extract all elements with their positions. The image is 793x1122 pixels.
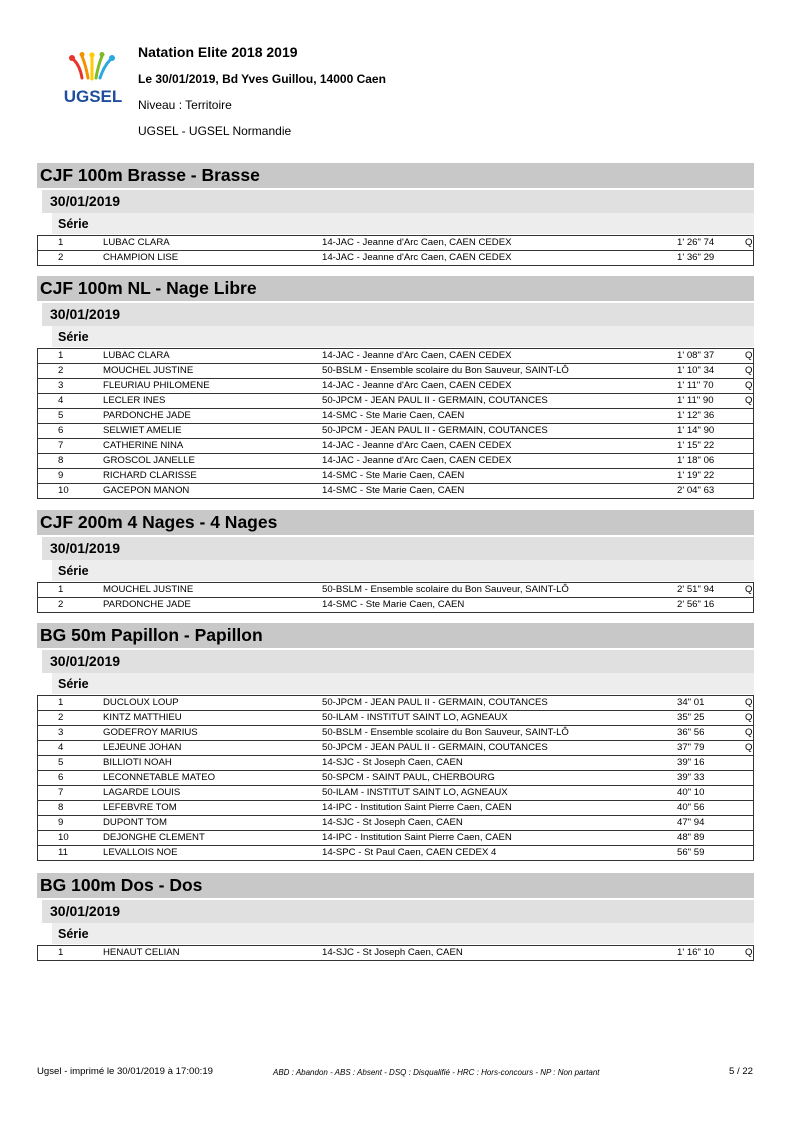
result-rank: 4 xyxy=(58,742,64,753)
result-time: 1' 12" 36 xyxy=(677,410,715,421)
results-table xyxy=(37,348,754,499)
swimmer-name: FLEURIAU PHILOMENE xyxy=(103,380,210,391)
footer-page-number: 5 / 22 xyxy=(728,1066,753,1077)
swimmer-name: DUPONT TOM xyxy=(103,817,167,828)
result-time: 47" 94 xyxy=(677,817,705,828)
club-name: 14-JAC - Jeanne d'Arc Caen, CAEN CEDEX xyxy=(322,455,512,466)
club-name: 14-SJC - St Joseph Caen, CAEN xyxy=(322,817,463,828)
club-name: 14-IPC - Institution Saint Pierre Caen, CAEN xyxy=(322,802,512,813)
table-row xyxy=(38,756,753,771)
result-time: 1' 11" 90 xyxy=(677,395,714,406)
footer-printed: Ugsel - imprimé le 30/01/2019 à 17:00:19 xyxy=(37,1066,213,1077)
event-date: 30/01/2019 xyxy=(42,303,754,326)
ugsel-logo xyxy=(60,52,126,108)
event-serie-label: Série xyxy=(52,560,754,581)
result-time: 1' 15" 22 xyxy=(677,440,715,451)
club-name: 14-JAC - Jeanne d'Arc Caen, CAEN CEDEX xyxy=(322,252,512,263)
result-time: 1' 26" 74 xyxy=(677,237,715,248)
qualified-flag: Q xyxy=(745,727,753,738)
result-time: 2' 56" 16 xyxy=(677,599,715,610)
event-section xyxy=(37,510,754,613)
table-row xyxy=(38,696,753,711)
qualified-flag: Q xyxy=(745,380,753,391)
table-row xyxy=(38,409,753,424)
table-row xyxy=(38,484,753,499)
table-row xyxy=(38,711,753,726)
club-name: 14-IPC - Institution Saint Pierre Caen, CAEN xyxy=(322,832,512,843)
result-time: 48" 89 xyxy=(677,832,705,843)
club-name: 14-SMC - Ste Marie Caen, CAEN xyxy=(322,470,465,481)
club-name: 50-JPCM - JEAN PAUL II - GERMAIN, COUTANCES xyxy=(322,742,548,753)
result-rank: 1 xyxy=(58,350,64,361)
club-name: 50-JPCM - JEAN PAUL II - GERMAIN, COUTANCES xyxy=(322,697,548,708)
swimmer-name: SELWIET AMELIE xyxy=(103,425,182,436)
competition-location: Le 30/01/2019, Bd Yves Guillou, 14000 Caen xyxy=(138,72,386,86)
swimmer-name: KINTZ MATTHIEU xyxy=(103,712,182,723)
qualified-flag: Q xyxy=(745,712,753,723)
qualified-flag: Q xyxy=(745,395,753,406)
result-rank: 11 xyxy=(58,847,68,858)
club-name: 14-SMC - Ste Marie Caen, CAEN xyxy=(322,410,465,421)
swimmer-name: LEJEUNE JOHAN xyxy=(103,742,182,753)
result-time: 1' 11" 70 xyxy=(677,380,714,391)
event-title: CJF 100m Brasse - Brasse xyxy=(37,163,754,188)
result-time: 1' 36" 29 xyxy=(677,252,715,263)
table-row xyxy=(38,439,753,454)
event-date: 30/01/2019 xyxy=(42,537,754,560)
result-rank: 2 xyxy=(58,712,64,723)
club-name: 14-JAC - Jeanne d'Arc Caen, CAEN CEDEX xyxy=(322,350,512,361)
result-rank: 1 xyxy=(58,584,64,595)
result-rank: 5 xyxy=(58,410,64,421)
result-rank: 9 xyxy=(58,817,64,828)
swimmer-name: GODEFROY MARIUS xyxy=(103,727,198,738)
table-row xyxy=(38,741,753,756)
table-row xyxy=(38,726,753,741)
table-row xyxy=(38,454,753,469)
result-rank: 7 xyxy=(58,787,64,798)
result-time: 40" 56 xyxy=(677,802,705,813)
result-time: 2' 51" 94 xyxy=(677,584,715,595)
results-table xyxy=(37,945,754,961)
swimmer-name: LEVALLOIS NOE xyxy=(103,847,178,858)
swimmer-name: PARDONCHE JADE xyxy=(103,599,191,610)
result-rank: 6 xyxy=(58,772,64,783)
competition-level: Niveau : Territoire xyxy=(138,98,232,112)
event-date: 30/01/2019 xyxy=(42,900,754,923)
result-time: 39" 16 xyxy=(677,757,705,768)
result-time: 1' 08" 37 xyxy=(677,350,715,361)
swimmer-name: CHAMPION LISE xyxy=(103,252,179,263)
club-name: 50-ILAM - INSTITUT SAINT LO, AGNEAUX xyxy=(322,712,508,723)
footer-legend: ABD : Abandon - ABS : Absent - DSQ : Disqualifié - HRC : Hors-concours - NP : Non partant xyxy=(273,1068,600,1077)
table-row xyxy=(38,801,753,816)
table-row xyxy=(38,379,753,394)
results-table xyxy=(37,695,754,861)
result-rank: 3 xyxy=(58,727,64,738)
swimmer-name: LAGARDE LOUIS xyxy=(103,787,181,798)
result-rank: 9 xyxy=(58,470,64,481)
table-row xyxy=(38,236,753,251)
event-section xyxy=(37,276,754,499)
club-name: 14-SJC - St Joseph Caen, CAEN xyxy=(322,947,463,958)
club-name: 50-ILAM - INSTITUT SAINT LO, AGNEAUX xyxy=(322,787,508,798)
result-rank: 10 xyxy=(58,832,69,843)
event-serie-label: Série xyxy=(52,213,754,234)
event-serie-label: Série xyxy=(52,923,754,944)
event-title: CJF 100m NL - Nage Libre xyxy=(37,276,754,301)
results-table xyxy=(37,235,754,266)
competition-title: Natation Elite 2018 2019 xyxy=(138,44,298,60)
logo-swimmers-mark xyxy=(69,52,115,79)
qualified-flag: Q xyxy=(745,584,753,595)
table-row xyxy=(38,816,753,831)
table-row xyxy=(38,771,753,786)
club-name: 14-SMC - Ste Marie Caen, CAEN xyxy=(322,485,465,496)
event-title: BG 50m Papillon - Papillon xyxy=(37,623,754,648)
table-row xyxy=(38,424,753,439)
table-row xyxy=(38,946,753,961)
result-time: 36" 56 xyxy=(677,727,705,738)
qualified-flag: Q xyxy=(745,697,753,708)
swimmer-name: GROSCOL JANELLE xyxy=(103,455,195,466)
table-row xyxy=(38,364,753,379)
swimmer-name: LEFEBVRE TOM xyxy=(103,802,177,813)
result-rank: 8 xyxy=(58,455,64,466)
table-row xyxy=(38,583,753,598)
event-date: 30/01/2019 xyxy=(42,650,754,673)
result-rank: 8 xyxy=(58,802,64,813)
table-row xyxy=(38,598,753,613)
table-row xyxy=(38,786,753,801)
result-time: 56" 59 xyxy=(677,847,705,858)
result-rank: 2 xyxy=(58,599,64,610)
swimmer-name: PARDONCHE JADE xyxy=(103,410,191,421)
event-title: BG 100m Dos - Dos xyxy=(37,873,754,898)
result-time: 1' 16" 10 xyxy=(677,947,715,958)
result-rank: 1 xyxy=(58,697,64,708)
table-row xyxy=(38,469,753,484)
swimmer-name: DUCLOUX LOUP xyxy=(103,697,179,708)
event-section xyxy=(37,623,754,861)
swimmer-name: GACEPON MANON xyxy=(103,485,190,496)
qualified-flag: Q xyxy=(745,350,753,361)
club-name: 50-JPCM - JEAN PAUL II - GERMAIN, COUTANCES xyxy=(322,425,548,436)
club-name: 50-SPCM - SAINT PAUL, CHERBOURG xyxy=(322,772,495,783)
result-time: 39" 33 xyxy=(677,772,705,783)
club-name: 50-BSLM - Ensemble scolaire du Bon Sauveur, SAINT-LÔ xyxy=(322,727,569,738)
table-row xyxy=(38,394,753,409)
result-rank: 6 xyxy=(58,425,64,436)
club-name: 50-JPCM - JEAN PAUL II - GERMAIN, COUTANCES xyxy=(322,395,548,406)
result-time: 2' 04" 63 xyxy=(677,485,715,496)
result-time: 1' 14" 90 xyxy=(677,425,715,436)
results-table xyxy=(37,582,754,613)
result-time: 35" 25 xyxy=(677,712,705,723)
logo-text: UGSEL xyxy=(63,87,123,106)
event-serie-label: Série xyxy=(52,673,754,694)
result-time: 1' 19" 22 xyxy=(677,470,715,481)
competition-organisation: UGSEL - UGSEL Normandie xyxy=(138,124,292,138)
result-time: 40" 10 xyxy=(677,787,705,798)
event-section xyxy=(37,873,754,961)
result-time: 1' 10" 34 xyxy=(677,365,715,376)
table-row xyxy=(38,846,753,861)
qualified-flag: Q xyxy=(745,237,753,248)
event-title: CJF 200m 4 Nages - 4 Nages xyxy=(37,510,754,535)
swimmer-name: BILLIOTI NOAH xyxy=(103,757,172,768)
club-name: 14-JAC - Jeanne d'Arc Caen, CAEN CEDEX xyxy=(322,237,512,248)
club-name: 50-BSLM - Ensemble scolaire du Bon Sauveur, SAINT-LÔ xyxy=(322,584,569,595)
club-name: 14-SJC - St Joseph Caen, CAEN xyxy=(322,757,463,768)
result-rank: 1 xyxy=(58,237,64,248)
swimmer-name: DEJONGHE CLEMENT xyxy=(103,832,205,843)
qualified-flag: Q xyxy=(745,365,753,376)
club-name: 14-SMC - Ste Marie Caen, CAEN xyxy=(322,599,465,610)
result-time: 37" 79 xyxy=(677,742,705,753)
swimmer-name: LECLER INES xyxy=(103,395,166,406)
table-row xyxy=(38,831,753,846)
table-row xyxy=(38,349,753,364)
event-section xyxy=(37,163,754,266)
result-time: 1' 18" 06 xyxy=(677,455,715,466)
swimmer-name: CATHERINE NINA xyxy=(103,440,184,451)
swimmer-name: MOUCHEL JUSTINE xyxy=(103,584,194,595)
club-name: 14-JAC - Jeanne d'Arc Caen, CAEN CEDEX xyxy=(322,440,512,451)
result-rank: 5 xyxy=(58,757,64,768)
event-serie-label: Série xyxy=(52,326,754,347)
swimmer-name: LUBAC CLARA xyxy=(103,350,170,361)
swimmer-name: LECONNETABLE MATEO xyxy=(103,772,216,783)
result-rank: 1 xyxy=(58,947,64,958)
event-date: 30/01/2019 xyxy=(42,190,754,213)
result-rank: 4 xyxy=(58,395,64,406)
table-row xyxy=(38,251,753,266)
result-rank: 10 xyxy=(58,485,69,496)
swimmer-name: RICHARD CLARISSE xyxy=(103,470,197,481)
swimmer-name: MOUCHEL JUSTINE xyxy=(103,365,194,376)
result-rank: 2 xyxy=(58,252,64,263)
result-rank: 7 xyxy=(58,440,64,451)
qualified-flag: Q xyxy=(745,947,753,958)
result-time: 34" 01 xyxy=(677,697,705,708)
result-rank: 3 xyxy=(58,380,64,391)
result-rank: 2 xyxy=(58,365,64,376)
club-name: 14-JAC - Jeanne d'Arc Caen, CAEN CEDEX xyxy=(322,380,512,391)
qualified-flag: Q xyxy=(745,742,753,753)
club-name: 14-SPC - St Paul Caen, CAEN CEDEX 4 xyxy=(322,847,497,858)
club-name: 50-BSLM - Ensemble scolaire du Bon Sauveur, SAINT-LÔ xyxy=(322,365,569,376)
swimmer-name: LUBAC CLARA xyxy=(103,237,170,248)
swimmer-name: HENAUT CELIAN xyxy=(103,947,180,958)
